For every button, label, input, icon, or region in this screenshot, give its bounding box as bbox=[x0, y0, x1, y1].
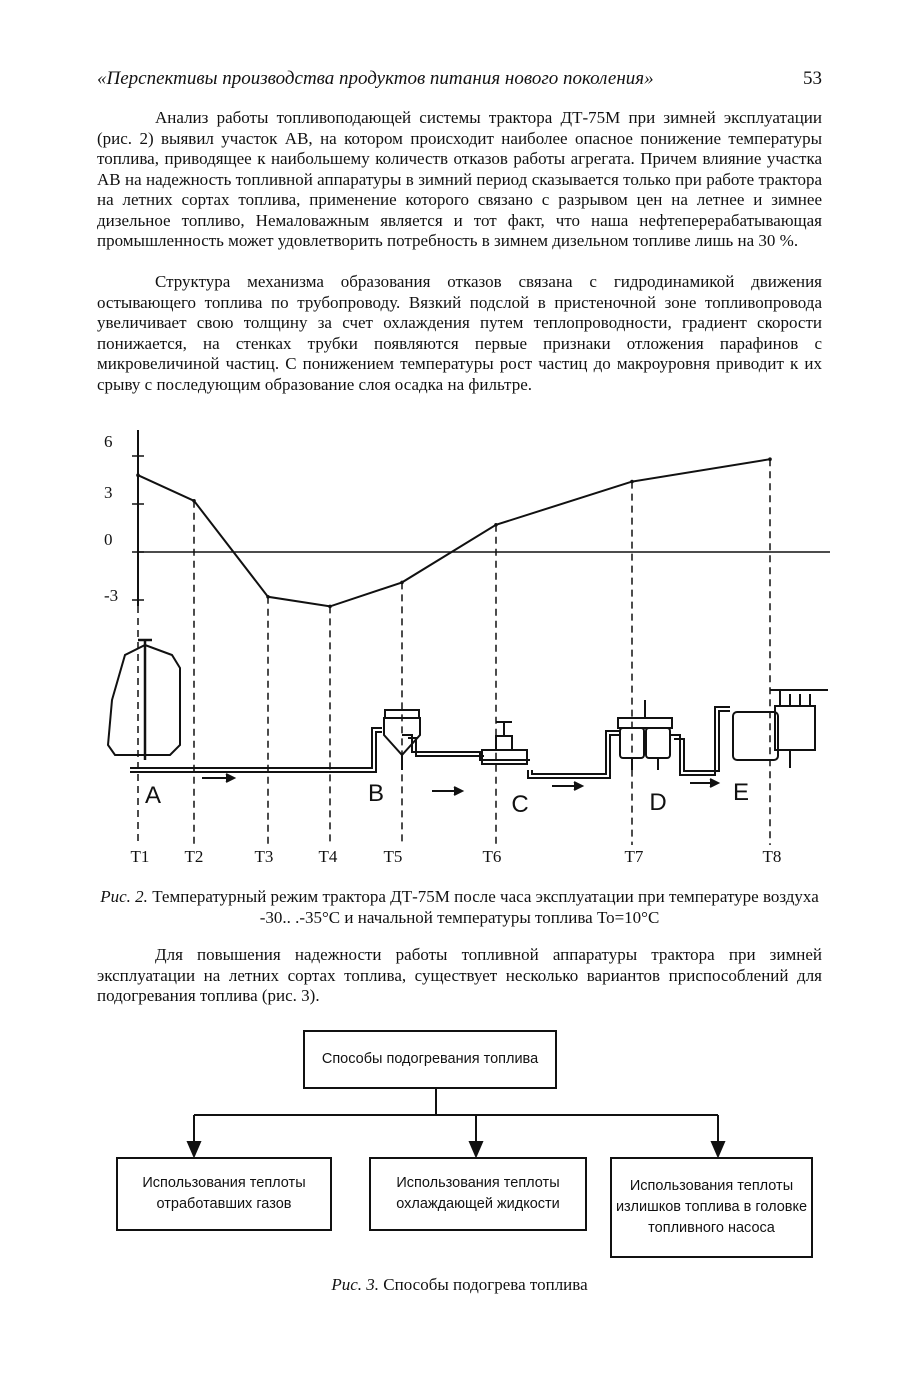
injection-pump-icon bbox=[733, 690, 828, 768]
figure-2-label: Рис. 2. bbox=[100, 887, 148, 906]
y-tick-label: 0 bbox=[104, 530, 113, 549]
flowchart-root-text: Способы подогревания топлива bbox=[321, 1051, 539, 1067]
fine-filter-icon bbox=[618, 700, 672, 770]
figure-2-caption-text: Температурный режим трактора ДТ-75М после часа эксплуатации при температуре воздуха -30.. .-35°С и начальной температуры топлива То=10°С bbox=[152, 887, 819, 927]
section-label: A bbox=[144, 782, 162, 809]
data-point bbox=[136, 473, 140, 477]
data-point bbox=[192, 499, 196, 503]
x-tick-label: T4 bbox=[318, 847, 338, 866]
figure-3-caption bbox=[97, 1274, 822, 1295]
y-tick-label: -3 bbox=[104, 586, 119, 605]
chart-plot-area bbox=[104, 430, 830, 866]
x-tick-label: T8 bbox=[762, 847, 782, 866]
data-point bbox=[266, 595, 270, 599]
x-tick-label: T2 bbox=[184, 847, 204, 866]
y-tick-label: 6 bbox=[104, 432, 113, 451]
section-label: E bbox=[732, 779, 750, 806]
fuel-system-schematic bbox=[108, 640, 828, 795]
data-point bbox=[630, 480, 634, 484]
y-tick-label: 3 bbox=[104, 483, 113, 502]
flow-arrows bbox=[202, 774, 718, 795]
data-point bbox=[768, 457, 772, 461]
priming-pump-icon bbox=[482, 722, 527, 764]
flowchart-child-text: Использования теплоты отработавших газов bbox=[142, 1175, 306, 1212]
flowchart-child-box bbox=[116, 1157, 332, 1231]
x-tick-label: T3 bbox=[254, 847, 274, 866]
data-point bbox=[400, 581, 404, 585]
x-tick-label: T7 bbox=[624, 847, 644, 866]
flowchart-root-box bbox=[303, 1030, 557, 1089]
journal-title: «Перспективы производства продуктов питания нового поколения» bbox=[97, 68, 654, 89]
figure-3-label: Рис. 3. bbox=[331, 1275, 380, 1294]
paragraph-mechanism: Структура механизма образования отказов связана с гидродинамикой движения остывающего топлива по трубопроводу. Вязкий подслой в пристеночной зоне топливопровода увеличивает свою толщину за счет охлаждения путем теплопроводности, градиент скорости понижается, на стенках трубки появляются первые признаки отложения парафинов с микровеличиной частиц. С понижением температуры рост частиц до макроуровня приводит к их срыву с последующим образование слоя осадка на фильтре. bbox=[97, 272, 822, 394]
paragraph-analysis: Анализ работы топливоподающей системы трактора ДТ-75М при зимней эксплуатации (рис. 2) выявил участок АВ, на котором происходит наиболее опасное понижение температуры топлива, приводящее к наибольшему количеств отказов работы агрегата. Причем влияние участка АВ на надежность топливной аппаратуры в зимний период сказывается только при работе трактора на летних сортах топлива, применение которого связано с разрывом цен на летнее и зимнее дизельное топливо, Немаловажным является и тот факт, что наша нефтеперерабатывающая промышленность может удовлетворить потребность в зимнем дизельном топливе лишь на 30 %. bbox=[97, 108, 822, 250]
section-label: C bbox=[511, 791, 529, 818]
figure-3-caption-text: Способы подогрева топлива bbox=[383, 1275, 588, 1294]
data-point bbox=[328, 605, 332, 609]
x-tick-label: T5 bbox=[383, 847, 403, 866]
section-label: B bbox=[367, 780, 385, 807]
flowchart-child-box bbox=[369, 1157, 587, 1231]
flowchart-child-text: Использования теплоты охлаждающей жидкости bbox=[396, 1175, 560, 1212]
section-label: D bbox=[649, 789, 667, 816]
figure-2-caption bbox=[97, 886, 822, 928]
temperature-line bbox=[138, 459, 770, 606]
fuel-line bbox=[130, 728, 382, 768]
section-labels bbox=[145, 779, 749, 818]
x-tick-label: T6 bbox=[482, 847, 502, 866]
x-tick-label: T1 bbox=[130, 847, 150, 866]
paragraph-heating-methods: Для повышения надежности работы топливной аппаратуры трактора при зимней эксплуатации на летних сортах топлива, существует несколько вариантов приспособлений для подогревания топлива (рис. 3). bbox=[97, 945, 822, 1005]
flowchart-child-text: Использования теплоты излишков топлива в головке топливного насоса bbox=[615, 1178, 808, 1236]
page-number: 53 bbox=[803, 68, 822, 89]
data-point bbox=[494, 523, 498, 527]
coarse-filter-icon bbox=[384, 718, 420, 755]
flowchart-child-box bbox=[610, 1157, 813, 1258]
